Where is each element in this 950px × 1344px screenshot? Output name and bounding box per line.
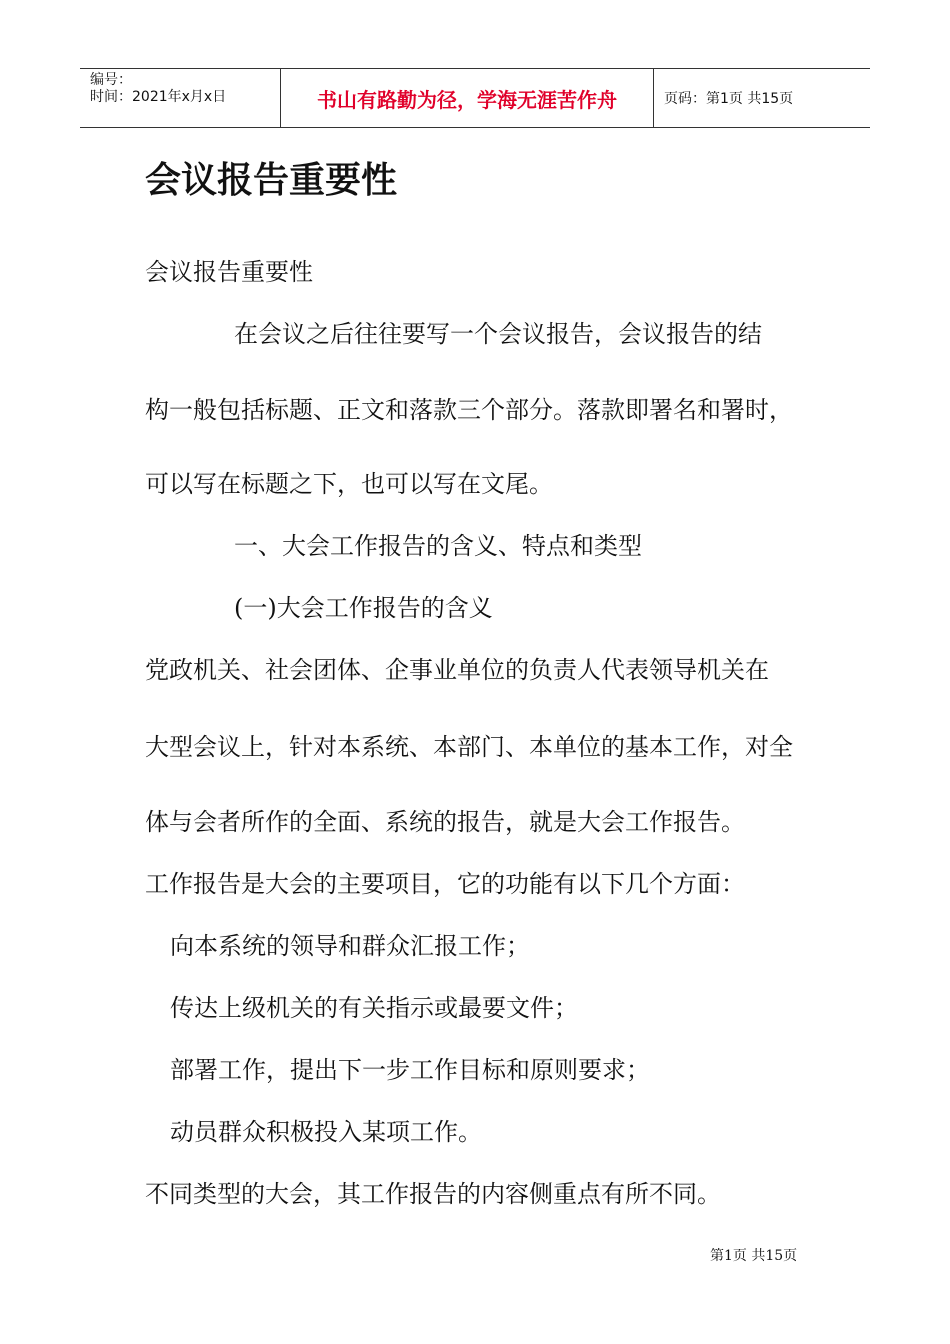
- number-label: 编号：: [90, 72, 132, 88]
- header-motto: 书山有路勤为径，学海无涯苦作舟: [281, 69, 654, 127]
- paragraph-2-line-3: 体与会者所作的全面、系统的报告，就是大会工作报告。: [145, 808, 745, 836]
- paragraph-4: 不同类型的大会，其工作报告的内容侧重点有所不同。: [145, 1180, 721, 1208]
- page-title: 会议报告重要性: [145, 160, 398, 201]
- paragraph-1-line-1: 在会议之后往往要写一个会议报告，会议报告的结: [234, 320, 762, 348]
- list-item-2: 传达上级机关的有关指示或最要文件；: [170, 994, 578, 1022]
- paragraph-1-line-3: 可以写在标题之下，也可以写在文尾。: [145, 470, 553, 498]
- paragraph-2-line-2: 大型会议上，针对本系统、本部门、本单位的基本工作，对全: [145, 733, 793, 761]
- list-item-4: 动员群众积极投入某项工作。: [170, 1118, 482, 1146]
- paragraph-3: 工作报告是大会的主要项目，它的功能有以下几个方面：: [145, 870, 745, 898]
- document-header: [80, 68, 870, 128]
- list-item-3: 部署工作，提出下一步工作目标和原则要求；: [170, 1056, 650, 1084]
- time-label: 时间：2021年x月x日: [90, 89, 227, 105]
- paragraph-2-line-1: 党政机关、社会团体、企事业单位的负责人代表领导机关在: [145, 656, 769, 684]
- footer-page-number: 第1页 共15页: [710, 1248, 798, 1264]
- subtitle: 会议报告重要性: [145, 258, 313, 286]
- paragraph-1-line-2: 构一般包括标题、正文和落款三个部分。落款即署名和署时，: [145, 396, 793, 424]
- header-page-info: 页码：第1页 共15页: [664, 91, 794, 107]
- section-heading-1: 一、大会工作报告的含义、特点和类型: [234, 532, 642, 560]
- header-meta: [80, 69, 281, 127]
- list-item-1: 向本系统的领导和群众汇报工作；: [170, 932, 530, 960]
- subsection-heading-1: (一)大会工作报告的含义: [234, 594, 493, 622]
